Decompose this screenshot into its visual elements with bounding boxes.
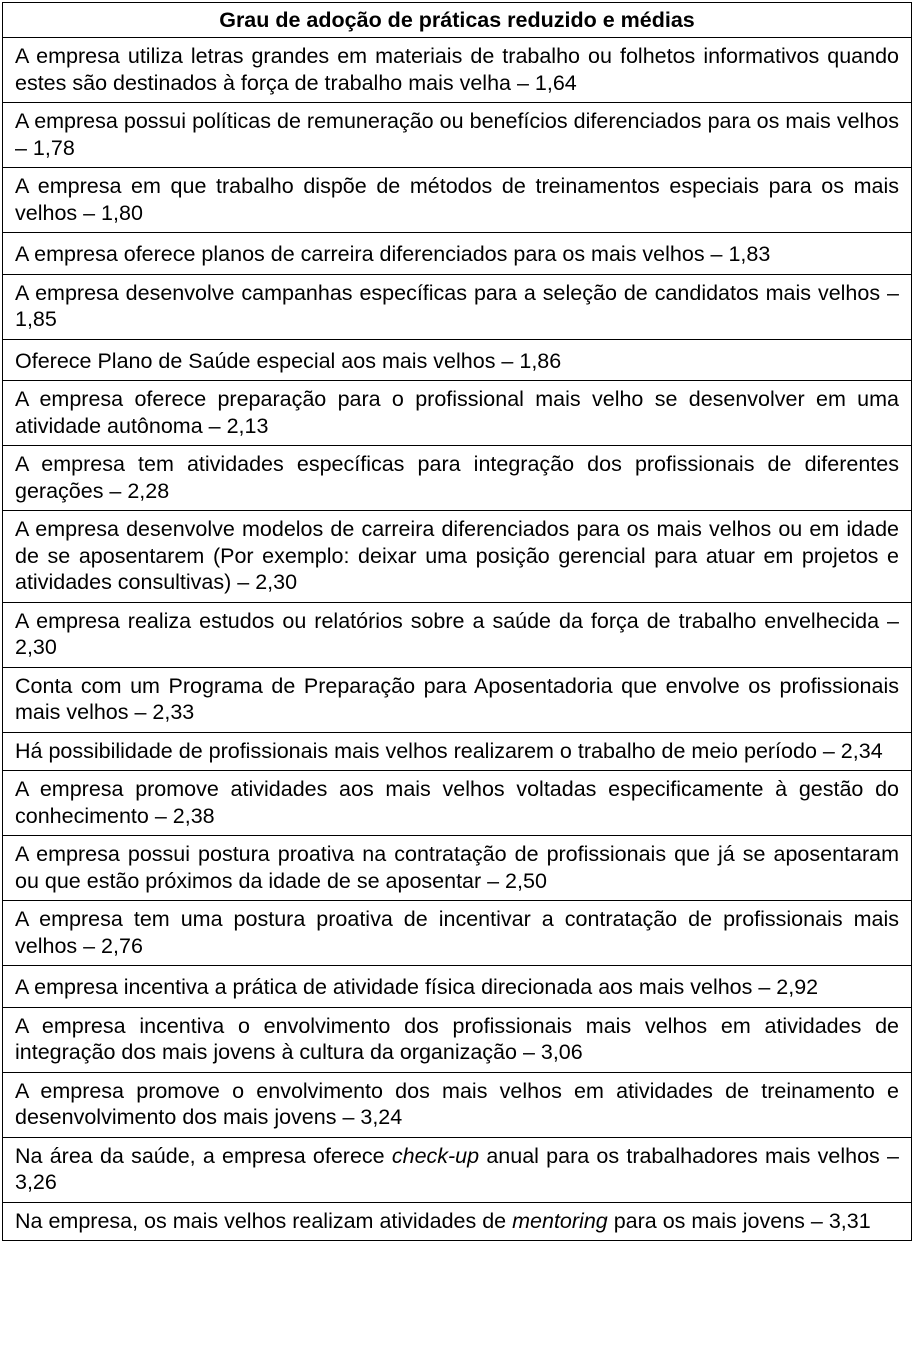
table-cell: A empresa promove atividades aos mais velhos voltadas especificamente à gestão do conhecimento – 2,38: [3, 771, 912, 836]
table-row: [3, 446, 912, 511]
table-row: [3, 732, 912, 771]
table-header: Grau de adoção de práticas reduzido e médias: [3, 3, 912, 38]
table-row: [3, 511, 912, 603]
table-cell: Há possibilidade de profissionais mais velhos realizarem o trabalho de meio período – 2,34: [3, 732, 912, 771]
table-row: [3, 274, 912, 339]
table-cell: A empresa tem uma postura proativa de incentivar a contratação de profissionais mais velhos – 2,76: [3, 901, 912, 966]
table-cell: Conta com um Programa de Preparação para Aposentadoria que envolve os profissionais mais velhos – 2,33: [3, 667, 912, 732]
table-row: [3, 836, 912, 901]
mentoring-italic-term: mentoring: [512, 1208, 608, 1233]
table-cell: A empresa incentiva o envolvimento dos profissionais mais velhos em atividades de integração dos mais jovens à cultura da organização – 3,06: [3, 1007, 912, 1072]
table-cell: A empresa realiza estudos ou relatórios sobre a saúde da força de trabalho envelhecida – 2,30: [3, 602, 912, 667]
table-row: [3, 168, 912, 233]
table-cell: A empresa possui políticas de remuneração ou benefícios diferenciados para os mais velhos – 1,78: [3, 103, 912, 168]
table-header-row: [3, 3, 912, 38]
table-cell: A empresa incentiva a prática de atividade física direcionada aos mais velhos – 2,92: [3, 966, 912, 1008]
table-cell: A empresa oferece planos de carreira diferenciados para os mais velhos – 1,83: [3, 233, 912, 275]
practices-table: [2, 2, 912, 1241]
table-row: [3, 339, 912, 381]
table-cell: A empresa possui postura proativa na contratação de profissionais que já se aposentaram ou que estão próximos da idade de se aposentar – 2,50: [3, 836, 912, 901]
table-row: [3, 602, 912, 667]
table-row: [3, 233, 912, 275]
table-row: [3, 771, 912, 836]
table-row: [3, 1007, 912, 1072]
table-cell: A empresa utiliza letras grandes em materiais de trabalho ou folhetos informativos quando estes são destinados à força de trabalho mais velha – 1,64: [3, 38, 912, 103]
checkup-italic-term: check-up: [391, 1143, 480, 1168]
table-cell: [3, 1137, 912, 1202]
table-row: [3, 38, 912, 103]
checkup-text-after: anual para os trabalhadores mais velhos – 3,26: [15, 1143, 899, 1194]
mentoring-text-after: para os mais jovens – 3,31: [607, 1208, 871, 1233]
table-row: [3, 103, 912, 168]
table-row: [3, 1137, 912, 1202]
mentoring-text-before: Na empresa, os mais velhos realizam atividades de: [15, 1208, 513, 1233]
table-cell: [3, 1202, 912, 1241]
table-cell: A empresa promove o envolvimento dos mais velhos em atividades de treinamento e desenvolvimento dos mais jovens – 3,24: [3, 1072, 912, 1137]
table-row: [3, 1202, 912, 1241]
table-row: [3, 381, 912, 446]
checkup-text-before: Na área da saúde, a empresa oferece: [15, 1143, 392, 1168]
table-cell: A empresa desenvolve campanhas específicas para a seleção de candidatos mais velhos – 1,85: [3, 274, 912, 339]
table-cell: A empresa tem atividades específicas para integração dos profissionais de diferentes gerações – 2,28: [3, 446, 912, 511]
table-row: [3, 1072, 912, 1137]
table-cell: Oferece Plano de Saúde especial aos mais velhos – 1,86: [3, 339, 912, 381]
table-cell: A empresa oferece preparação para o profissional mais velho se desenvolver em uma atividade autônoma – 2,13: [3, 381, 912, 446]
table-row: [3, 901, 912, 966]
table-row: [3, 667, 912, 732]
table-cell: A empresa em que trabalho dispõe de métodos de treinamentos especiais para os mais velhos – 1,80: [3, 168, 912, 233]
table-row: [3, 966, 912, 1008]
table-cell: A empresa desenvolve modelos de carreira diferenciados para os mais velhos ou em idade de se aposentarem (Por exemplo: deixar uma posição gerencial para atuar em projetos e atividades consultivas) – 2,30: [3, 511, 912, 603]
